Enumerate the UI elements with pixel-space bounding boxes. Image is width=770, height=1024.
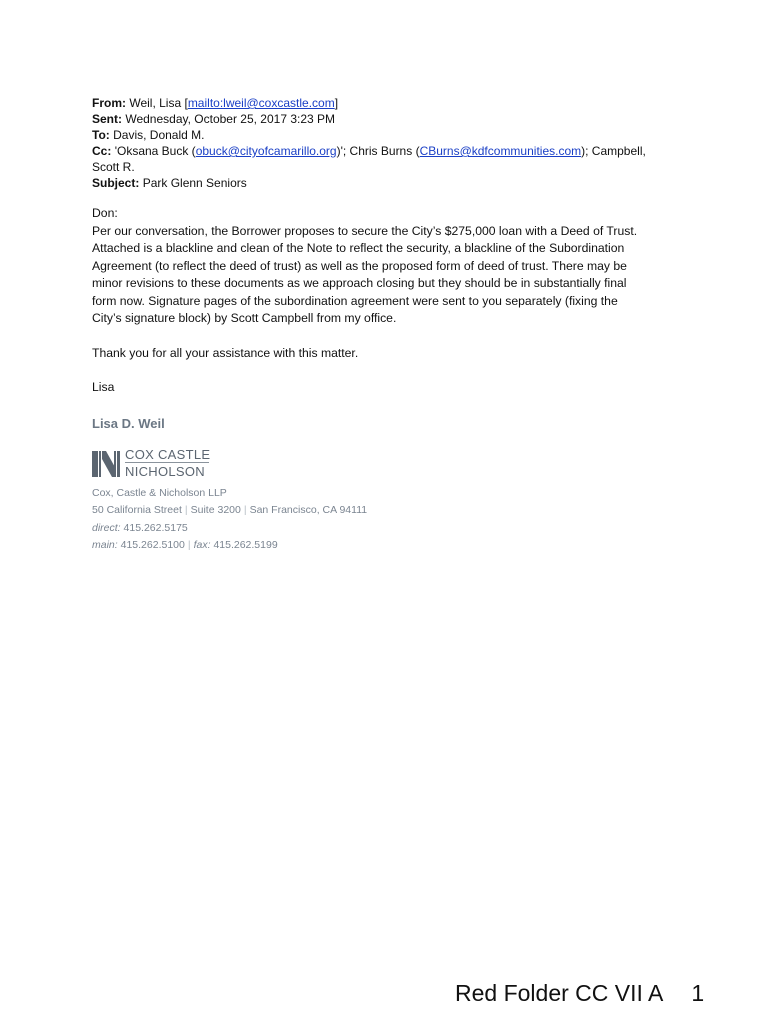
cc-part1: 'Oksana Buck ( — [114, 144, 196, 158]
from-name: Weil, Lisa [ — [129, 96, 188, 110]
firm-logo-text — [125, 448, 210, 478]
email-body — [92, 205, 692, 397]
paragraph-line: Agreement (to reflect the deed of trust) as well as the proposed form of deed of trust. There may be — [92, 258, 627, 273]
address-line: 50 California Street | Suite 3200 | San Francisco, CA 94111 — [92, 504, 368, 517]
from-label: From: — [92, 96, 126, 110]
signature-name: Lisa D. Weil — [92, 416, 165, 431]
signature-contact — [92, 485, 367, 554]
from-row — [92, 95, 692, 111]
firm-logo — [92, 447, 210, 479]
firm-logo-mark-icon — [92, 449, 120, 477]
cc-email-link-1[interactable]: obuck@cityofcamarillo.org — [195, 144, 337, 158]
main-paragraph — [92, 223, 692, 328]
paragraph-line: form now. Signature pages of the subordination agreement were sent to you separately (fixing the — [92, 293, 618, 308]
page-footer — [455, 980, 704, 1007]
fax-label: fax: — [193, 538, 211, 551]
from-email-link[interactable]: mailto:lweil@coxcastle.com — [187, 96, 335, 110]
footer-label: Red Folder CC VII A — [455, 980, 664, 1006]
sent-label: Sent: — [92, 112, 122, 126]
paragraph-line: Per our conversation, the Borrower proposes to secure the City’s $275,000 loan with a Deed of Trust. — [92, 223, 638, 238]
from-end: ] — [334, 96, 339, 110]
direct-label: direct: — [92, 521, 121, 534]
greeting: Don: — [92, 206, 118, 220]
signoff: Lisa — [92, 380, 115, 394]
cc-part3: ); Campbell, — [581, 144, 646, 158]
paragraph-line: minor revisions to these documents as we approach closing but they should be in substantially final — [92, 276, 627, 290]
email-header — [92, 95, 692, 191]
city: San Francisco, CA 94111 — [249, 504, 368, 517]
direct-line — [92, 520, 367, 537]
paragraph-line: Attached is a blackline and clean of the Note to reflect the security, a blackline of the Subordination — [92, 241, 625, 255]
cc-part2: )'; Chris Burns ( — [336, 144, 420, 158]
main-value: 415.262.5100 — [120, 538, 185, 551]
firm-name: Cox, Castle & Nicholson LLP — [92, 487, 227, 499]
logo-line-2: NICHOLSON — [125, 464, 205, 479]
sent-row — [92, 111, 692, 127]
cc-row — [92, 143, 692, 159]
cc-email-link-2[interactable]: CBurns@kdfcommunities.com — [419, 144, 582, 158]
subject-row — [92, 175, 692, 191]
logo-line-1: COX CASTLE — [125, 447, 211, 462]
subject-label: Subject: — [92, 176, 140, 190]
subject-value: Park Glenn Seniors — [142, 176, 247, 190]
paragraph-line: City’s signature block) by Scott Campbell from my office. — [92, 311, 397, 325]
main-fax-line: main: 415.262.5100 | fax: 415.262.5199 — [92, 538, 278, 551]
direct-value: 415.262.5175 — [123, 521, 188, 534]
cc-label: Cc: — [92, 144, 112, 158]
thanks-line: Thank you for all your assistance with this matter. — [92, 345, 359, 360]
sent-value: Wednesday, October 25, 2017 3:23 PM — [125, 112, 336, 126]
street: 50 California Street — [92, 504, 182, 517]
suite: Suite 3200 — [190, 504, 241, 517]
to-row — [92, 127, 692, 143]
cc-row-2: Scott R. — [92, 160, 135, 174]
to-label: To: — [92, 128, 110, 142]
page-number: 1 — [691, 980, 705, 1006]
to-value: Davis, Donald M. — [113, 128, 205, 142]
main-label: main: — [92, 538, 118, 551]
fax-value: 415.262.5199 — [213, 538, 278, 551]
